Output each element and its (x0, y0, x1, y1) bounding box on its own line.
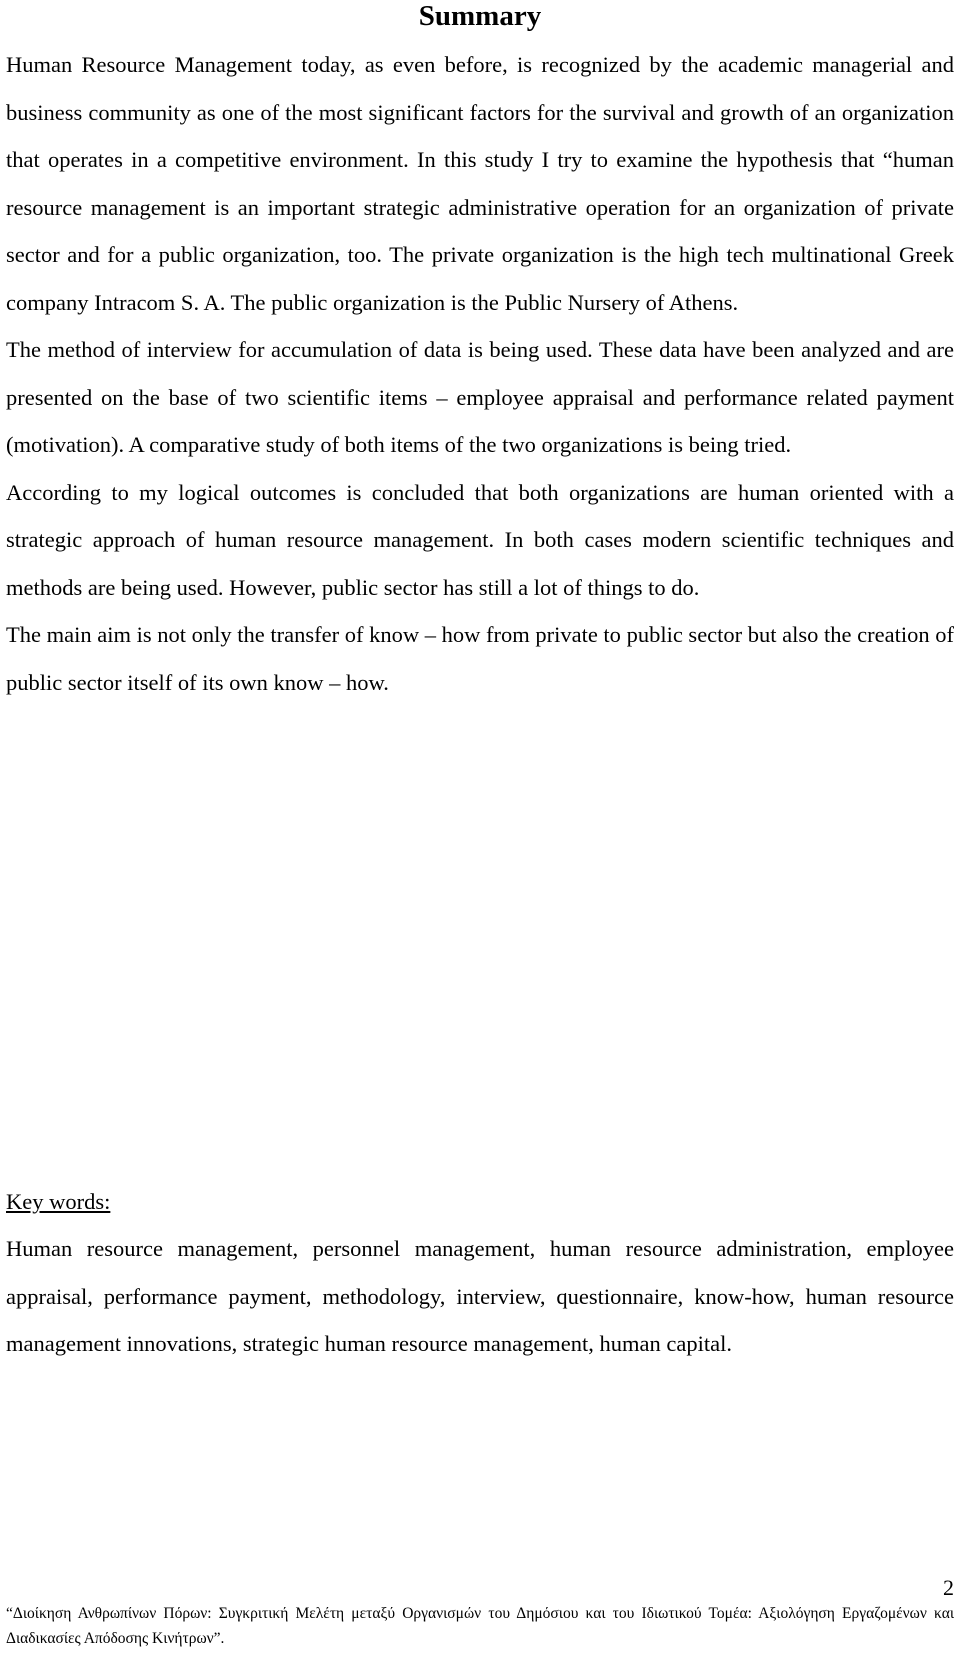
summary-body (6, 41, 954, 706)
footer-thesis-title: “Διοίκηση Ανθρωπίνων Πόρων: Συγκριτική Μελέτη μεταξύ Οργανισμών του Δημόσιου και του Ιδιωτικού Τομέα: Αξιολόγηση Εργαζομένων και Διαδικασίες Απόδοσης Κινήτρων”. (6, 1605, 954, 1647)
summary-paragraph-2: The method of interview for accumulation of data is being used. These data have been analyzed and are presented on the base of two scientific items – employee appraisal and performance related payment (motivation). A comparative study of both items of the two organizations is being tried. (6, 337, 954, 457)
page-title: Summary (418, 0, 542, 32)
summary-paragraph-4: The main aim is not only the transfer of know – how from private to public sector but also the creation of public sector itself of its own know – how. (6, 622, 954, 695)
summary-paragraph-1: Human Resource Management today, as even before, is recognized by the academic managerial and business community as one of the most significant factors for the survival and growth of an organization that operates in a competitive environment. In this study I try to examine the hypothesis that “human resource management is an important strategic administrative operation for an organization of private sector and for a public organization, too. The private organization is the high tech multinational Greek company Intracom S. A. The public organization is the Public Nursery of Athens. (6, 52, 954, 315)
keywords-heading: Key words: (6, 1189, 111, 1214)
page-number: 2 (943, 1575, 954, 1600)
summary-paragraph-3: According to my logical outcomes is concluded that both organizations are human oriented with a strategic approach of human resource management. In both cases modern scientific techniques and methods are being used. However, public sector has still a lot of things to do. (6, 479, 954, 600)
keywords-text: Human resource management, personnel management, human resource administration, employee appraisal, performance payment, methodology, interview, questionnaire, know-how, human resource management innovations, strategic human resource management, human capital. (6, 1236, 954, 1356)
